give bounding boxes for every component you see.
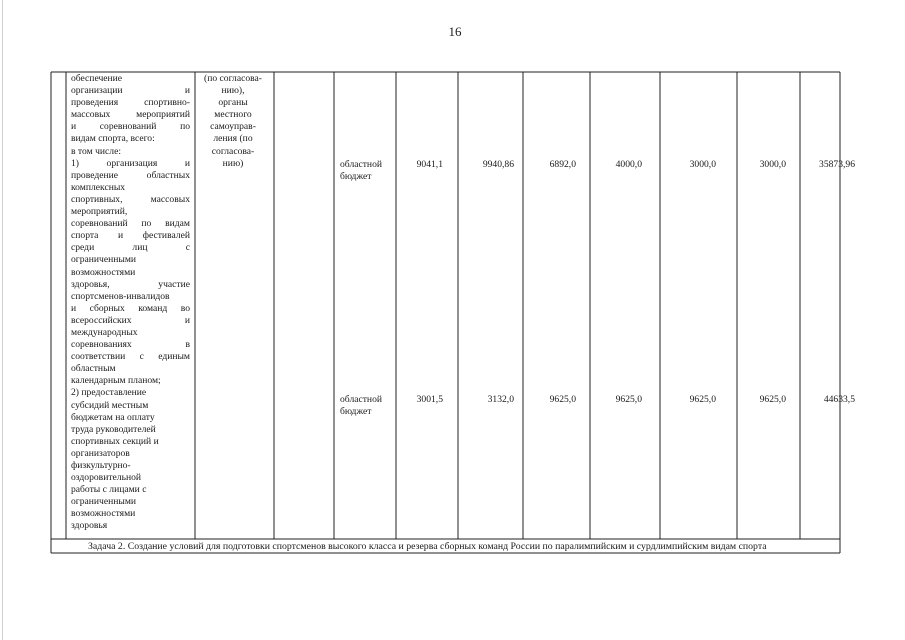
executor-line: (по согласова- <box>204 73 262 84</box>
funding-source-line: областной <box>340 159 383 170</box>
task-heading: Задача 2. Создание условий для подготовки спортсменов высокого класса и резерва сборных команд России по паралимпийским и сурдлимпийским видам спорта <box>88 541 767 552</box>
value-cell: 4000,0 <box>615 159 642 170</box>
value-cell: 9940,86 <box>482 159 514 170</box>
description-line: всероссийских и <box>71 314 190 326</box>
description-line: календарным планом; <box>71 375 161 387</box>
description-line: возможностями <box>71 508 136 520</box>
executor-line: местного <box>214 109 252 121</box>
executor-line: нию), <box>221 85 245 97</box>
description-line: труда руководителей <box>71 423 156 435</box>
value-cell: 3001,5 <box>416 394 443 405</box>
description-line: здоровья, участие <box>71 278 190 290</box>
description-line: областным <box>71 363 116 375</box>
description-line: работы с лицами с <box>71 484 147 496</box>
executor-cell <box>200 73 266 170</box>
executor-line: органы <box>218 97 248 109</box>
value-cell: 9625,0 <box>549 394 576 405</box>
value-cell: 3000,0 <box>759 159 786 170</box>
description-line: проведения спортивно- <box>71 97 190 109</box>
value-cell: 3132,0 <box>487 394 514 405</box>
description-line: здоровья <box>71 520 108 532</box>
description-line: массовых мероприятий <box>71 109 190 121</box>
description-line: и соревнований по <box>71 121 190 133</box>
measure-description <box>71 73 190 533</box>
description-line: спортивных, массовых <box>71 193 190 205</box>
description-line: среди лиц с <box>71 242 190 254</box>
funding-source-line: бюджет <box>340 171 372 183</box>
description-line: субсидий местным <box>71 399 149 411</box>
funding-source-cell <box>340 394 396 418</box>
funding-source-line: бюджет <box>340 406 372 418</box>
value-cell: 9041,1 <box>416 159 443 170</box>
description-line: физкультурно- <box>71 460 131 471</box>
description-line: и сборных команд во <box>71 302 190 314</box>
executor-line: ления (по <box>213 133 253 145</box>
description-line: возможностями <box>71 266 136 278</box>
description-line: 2) предоставление <box>71 387 147 399</box>
description-line: ограниченными <box>71 254 137 266</box>
funding-source-cell <box>340 159 396 183</box>
description-line: организации и <box>71 85 190 97</box>
funding-source-line: областной <box>340 394 383 405</box>
value-cell: 6892,0 <box>549 159 576 170</box>
description-line: соответствии с единым <box>71 351 190 363</box>
description-line: ограниченными <box>71 496 137 508</box>
description-line: спортсменов-инвалидов <box>71 290 170 302</box>
description-line: комплексных <box>71 181 126 193</box>
description-line: мероприятий, <box>71 206 128 218</box>
description-line: в том числе: <box>71 145 122 157</box>
description-line: оздоровительной <box>71 472 142 484</box>
description-line: обеспечение <box>71 73 123 84</box>
description-line: международных <box>71 326 138 338</box>
value-cell: 44633,5 <box>823 394 855 405</box>
executor-line: самоуправ- <box>210 121 256 133</box>
value-cell: 9625,0 <box>615 394 642 405</box>
scan-edge <box>2 0 3 640</box>
value-cell: 3000,0 <box>689 159 716 170</box>
description-line: организаторов <box>71 447 130 459</box>
description-line: проведение областных <box>71 169 190 181</box>
value-cell: 9625,0 <box>689 394 716 405</box>
description-line: видам спорта, всего: <box>71 133 155 145</box>
description-line: спорта и фестивалей <box>71 230 190 242</box>
executor-line: согласова- <box>211 145 255 157</box>
description-line: соревнованиях в <box>71 339 190 351</box>
executor-line: нию) <box>222 157 244 169</box>
value-cell: 35873,96 <box>819 159 855 170</box>
description-line: бюджетам на оплату <box>71 411 155 423</box>
value-cell: 9625,0 <box>759 394 786 405</box>
description-line: соревнований по видам <box>71 218 190 230</box>
description-line: спортивных секций и <box>71 435 159 447</box>
page-number: 16 <box>448 24 462 39</box>
description-line: 1) организация и <box>71 157 190 169</box>
